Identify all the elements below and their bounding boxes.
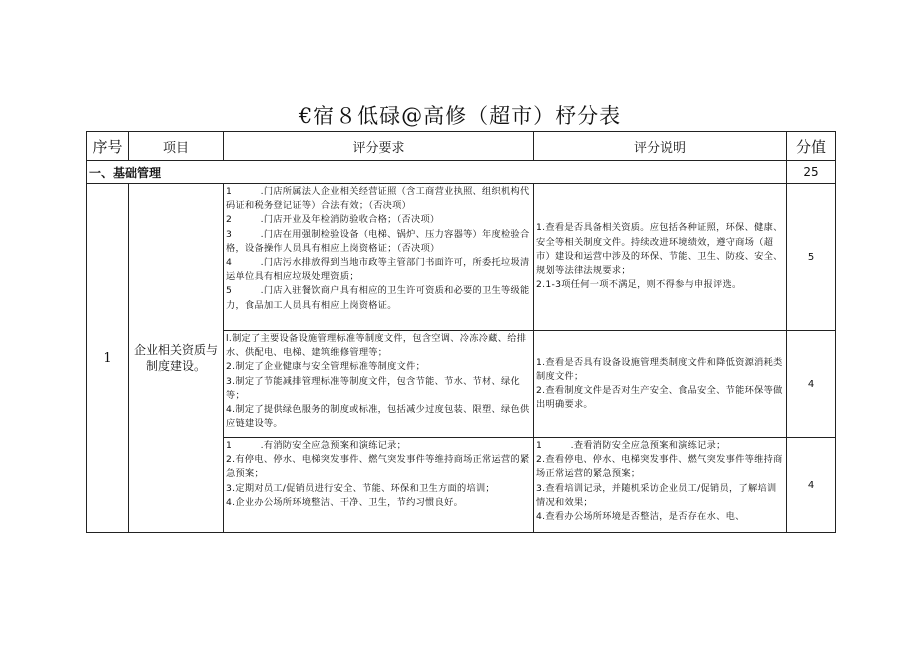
- description-cell: [534, 438, 787, 533]
- requirement-cell: [224, 184, 534, 331]
- table-row: [87, 184, 836, 331]
- row-score: 4: [787, 331, 836, 438]
- requirement-line: 4 .门店污水排放得到当地市政等主管部门书面许可，所委托垃圾清运单位具有相应垃圾处理资质；: [226, 257, 530, 283]
- header-no: 序号: [87, 132, 129, 161]
- description-line: 4.查看办公场所环境是否整洁，是否存在水、电、: [536, 511, 745, 523]
- description-line: 2.1-3项任何一项不满足，则不得参与申报评选。: [536, 279, 742, 291]
- header-description: 评分说明: [534, 132, 787, 161]
- requirement-line: 4.企业办公场所环境整洁、干净、卫生，节约习惯良好。: [226, 496, 464, 508]
- description-line: 2.查看停电、停水、电梯突发事件、燃气突发事件等维持商场正常运营的紧急预案；: [536, 454, 783, 480]
- row-number: 1: [87, 184, 129, 533]
- description-line: 1 .查看消防安全应急预案和演练记录；: [536, 440, 726, 451]
- section-label: 一、基础管理: [87, 161, 787, 184]
- requirement-line: 4.制定了提供绿色服务的制度或标准，包括减少过度包装、限塑、绿色供应链建设等。: [226, 404, 530, 430]
- description-line: 2.查看制度文件是否对生产安全、食品安全、节能环保等做出明确要求。: [536, 385, 783, 411]
- section-score: 25: [787, 161, 836, 184]
- description-line: 3.查看培训记录，并随机采访企业员工/促销员，了解培训情况和效果；: [536, 482, 777, 508]
- scoring-table: [86, 131, 836, 533]
- description-cell: [534, 184, 787, 331]
- description-line: 1.查看是否具有设备设施管理类制度文件和降低资源消耗类制度文件；: [536, 356, 783, 382]
- description-cell: [534, 331, 787, 438]
- requirement-line: 3 .门店在用强制检验设备（电梯、锅炉、压力容器等）年度检验合格，设备操作人员具有相应上岗资格证；（否决项）: [226, 228, 530, 254]
- requirement-line: 5 .门店入驻餐饮商户具有相应的卫生许可资质和必要的卫生等级能力，食品加工人员具有相应上岗资格证。: [226, 285, 530, 311]
- requirement-line: 3.制定了节能减排管理标准等制度文件，包含节能、节水、节材、绿化等；: [226, 375, 520, 401]
- section-row: [87, 161, 836, 184]
- row-score: 4: [787, 438, 836, 533]
- row-score: 5: [787, 184, 836, 331]
- requirement-cell: [224, 331, 534, 438]
- requirement-line: l.制定了主要设备设施管理标准等制度文件，包含空调、冷冻冷藏、给排水、供配电、电梯、建筑维修管理等；: [226, 333, 527, 359]
- requirement-line: 1 .门店所属法人企业相关经营证照（含工商营业执照、组织机构代码证和税务登记证等）合法有效；（否决项）: [226, 186, 530, 212]
- item-name: 企业相关资质与制度建设。: [129, 184, 224, 533]
- requirement-line: 1 .有消防安全应急预案和演练记录；: [226, 440, 407, 451]
- header-requirement: 评分要求: [224, 132, 534, 161]
- requirement-line: 2.制定了企业健康与安全管理标准等制度文件；: [226, 361, 426, 373]
- requirement-line: 2.有停电、停水、电梯突发事件、燃气突发事件等维持商场正常运营的紧急预案；: [226, 454, 530, 480]
- header-score: 分值: [787, 132, 836, 161]
- requirement-cell: [224, 438, 534, 533]
- document-title: €宿８低碌@高修（超市）杼分表: [298, 104, 622, 128]
- requirement-line: 2 .门店开业及年检消防验收合格；（否决项）: [226, 214, 440, 226]
- header-item: 项目: [129, 132, 224, 161]
- requirement-line: 3.定期对员工/促销员进行安全、节能、环保和卫生方面的培训；: [226, 482, 495, 494]
- table-header-row: [87, 132, 836, 161]
- description-line: 1.查看是否具备相关资质。应包括各种证照，环保、健康、安全等相关制度文件。持续改进环境绩效，遵守商场（超市）建设和运营中涉及的环保、节能、卫生、防疫、安全、规划等法律法规要求；: [536, 222, 783, 277]
